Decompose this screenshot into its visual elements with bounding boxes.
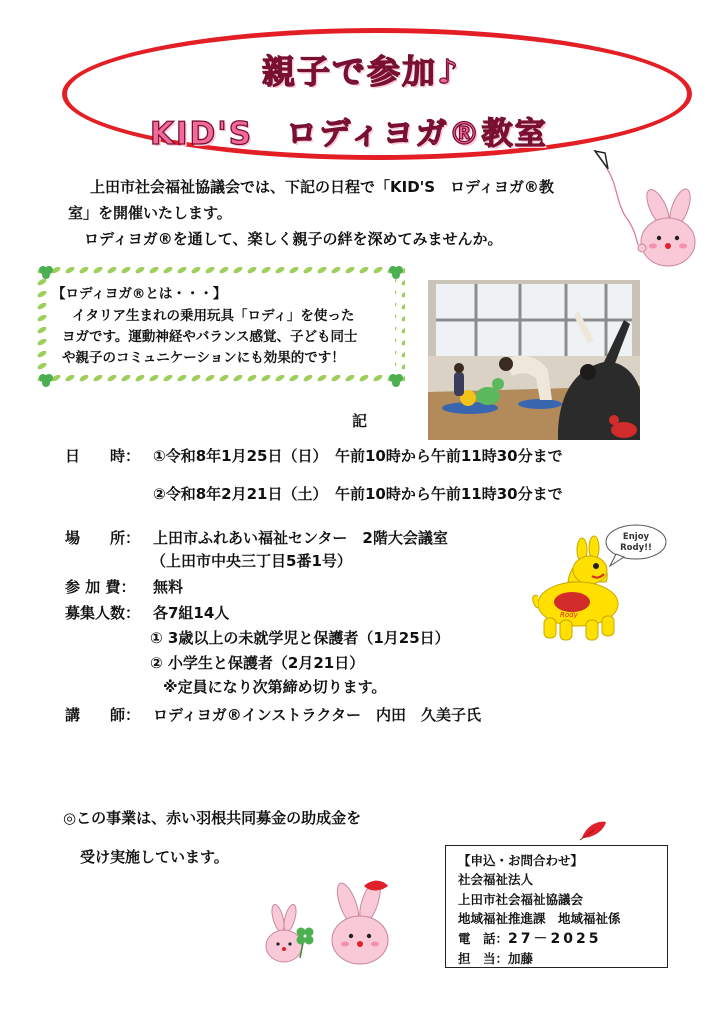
footer-line2: 受け実施しています。	[80, 848, 229, 866]
fee-value: 無料	[153, 578, 184, 596]
contact-phone-row	[458, 929, 667, 949]
bubble-line1: Enjoy	[622, 532, 650, 542]
contact-org: 上田市社会福祉協議会	[458, 891, 584, 907]
clover-icon	[39, 374, 53, 387]
staff-label: 担 当：	[458, 951, 509, 967]
capacity-label: 募集人数：	[65, 604, 141, 622]
clover-icon	[389, 374, 403, 387]
intro-line3: ロディヨガ®を通して、楽しく親子の絆を深めてみませんか。	[84, 230, 503, 248]
contact-heading: 【申込・お問合わせ】	[458, 853, 584, 868]
phone-label: 電 話：	[458, 930, 509, 946]
capacity-item: ① 3歳以上の未就学児と保護者（1月25日）	[150, 629, 450, 647]
lecturer-row	[65, 705, 481, 725]
enjoy-rody-bubble	[606, 525, 666, 566]
capacity-value: 各7組14人	[153, 604, 230, 622]
datetime-row	[65, 446, 563, 466]
contact-dept: 地域福祉推進課 地域福祉係	[458, 911, 621, 927]
place-row	[65, 528, 448, 548]
about-line: や親子のコミュニケーションにも効果的です！	[62, 350, 345, 366]
intro-line2: 室」を開催いたします。	[68, 204, 232, 222]
rody-logo: Rody	[560, 611, 578, 619]
intro-line1: 上田市社会福祉協議会では、下記の日程で「KID'S ロディヨガ®教	[90, 178, 554, 196]
title-line2: KID'S ロディヨガ®教室	[150, 116, 548, 152]
rabbit-mascot-icon	[260, 902, 316, 966]
place-address: （上田市中央三丁目5番1号）	[151, 552, 352, 570]
about-heading: 【ロディヨガ®とは・・・】	[52, 286, 227, 302]
red-feather-icon	[578, 818, 610, 842]
lecturer-value: ロディヨガ®インストラクター 内田 久美子氏	[153, 706, 482, 724]
lecturer-label: 講 師：	[65, 706, 141, 724]
rody-horse-icon	[530, 522, 670, 644]
place-label: 場 所：	[65, 529, 141, 547]
staff-name: 加藤	[508, 951, 534, 967]
datetime-label: 日 時：	[65, 447, 141, 465]
contact-staff-row	[458, 949, 667, 968]
rabbit-mascot-icon	[628, 188, 702, 272]
yoga-class-photo	[428, 280, 640, 440]
capacity-row	[65, 603, 229, 623]
capacity-item: ② 小学生と保護者（2月21日）	[150, 654, 365, 672]
ki-marker: 記	[352, 412, 368, 430]
capacity-note: ※定員になり次第締め切ります。	[163, 678, 387, 696]
datetime-value: ①令和8年1月25日（日） 午前10時から午前11時30分まで	[153, 447, 563, 465]
rabbit-mascot-icon	[318, 878, 404, 966]
contact-box	[445, 845, 668, 968]
fee-row	[65, 577, 183, 597]
about-line: ヨガです。運動神経やバランス感覚、子ども同士	[62, 329, 358, 345]
contact-org-type: 社会福祉法人	[458, 872, 534, 888]
about-line: イタリア生まれの乗用玩具「ロディ」を使った	[72, 308, 355, 324]
place-value: 上田市ふれあい福祉センター 2階大会議室	[153, 529, 448, 547]
bubble-line2: Rody!!	[620, 543, 652, 553]
footer-line1: ◎この事業は、赤い羽根共同募金の助成金を	[63, 809, 362, 827]
leaf-border-frame	[35, 264, 407, 388]
fee-label: 参 加 費：	[65, 578, 136, 596]
phone-number: 27－2025	[508, 930, 602, 947]
datetime-value: ②令和8年2月21日（土） 午前10時から午前11時30分まで	[153, 485, 563, 503]
title-line1: 親子で参加♪	[262, 52, 461, 91]
